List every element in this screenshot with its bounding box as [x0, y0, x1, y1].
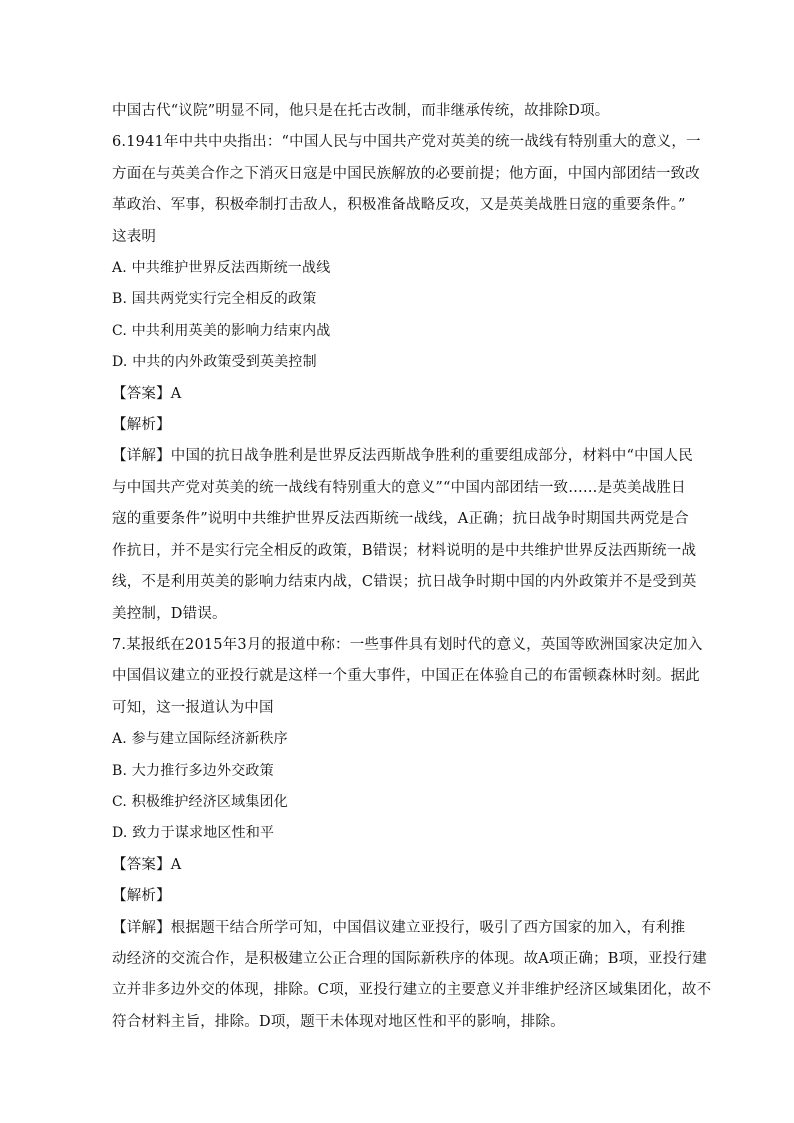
analysis-label: 【解析】	[112, 888, 171, 905]
option-c: C. 积极维护经济区域集团化	[112, 793, 288, 810]
explanation-line: 【详解】根据题干结合所学可知，中国倡议建立亚投行，吸引了西方国家的加入，有利推	[112, 919, 686, 936]
explanation-line: 与中国共产党对英美的统一战线有特别重大的意义”“中国内部团结一致……是英美战胜日	[112, 479, 686, 496]
explanation-line: 立并非多边外交的体现，排除。C项，亚投行建立的主要意义并非维护经济区域集团化，故不	[112, 982, 712, 999]
text-line: 方面在与英美合作之下消灭日寇是中国民族解放的必要前提；他方面，中国内部团结一致改	[112, 165, 700, 182]
question-7-stem: 7.某报纸在2015年3月的报道中称：一些事件具有划时代的意义，英国等欧洲国家决定加入	[112, 636, 703, 653]
answer-label: 【答案】A	[112, 385, 182, 402]
option-b: B. 国共两党实行完全相反的政策	[112, 291, 317, 308]
explanation-line: 寇的重要条件”说明中共维护世界反法西斯统一战线，A正确；抗日战争时期国共两党是合	[112, 511, 689, 528]
text-line: 革政治、军事，积极牵制打击敌人，积极准备战略反攻，又是英美战胜日寇的重要条件。”	[112, 197, 686, 214]
option-d: D. 致力于谋求地区性和平	[112, 825, 275, 842]
explanation-line: 【详解】中国的抗日战争胜利是世界反法西斯战争胜利的重要组成部分，材料中“中国人民	[112, 448, 693, 465]
explanation-line: 线，不是利用英美的影响力结束内战，C错误；抗日战争时期中国的内外政策并不是受到英	[112, 574, 697, 591]
option-b: B. 大力推行多边外交政策	[112, 762, 274, 779]
option-d: D. 中共的内外政策受到英美控制	[112, 354, 317, 371]
option-a: A. 中共维护世界反法西斯统一战线	[112, 260, 331, 277]
answer-label: 【答案】A	[112, 856, 182, 873]
text-line: 可知，这一报道认为中国	[112, 699, 274, 716]
text-line: 中国倡议建立的亚投行就是这样一个重大事件，中国正在体验自己的布雷顿森林时刻。据此	[112, 668, 700, 685]
explanation-line: 美控制，D错误。	[112, 605, 227, 622]
text-line: 这表明	[112, 228, 157, 245]
option-c: C. 中共利用英美的影响力结束内战	[112, 322, 331, 339]
document-page	[112, 96, 712, 1038]
explanation-line: 动经济的交流合作，是积极建立公正合理的国际新秩序的体现。故A项正确；B项，亚投行建	[112, 950, 707, 967]
analysis-label: 【解析】	[112, 417, 171, 434]
option-a: A. 参与建立国际经济新秩序	[112, 731, 288, 748]
explanation-line: 符合材料主旨，排除。D项，题干未体现对地区性和平的影响，排除。	[112, 1013, 565, 1030]
explanation-line: 作抗日，并不是实行完全相反的政策，B错误；材料说明的是中共维护世界反法西斯统一战	[112, 542, 697, 559]
question-6-stem: 6.1941年中共中央指出：“中国人民与中国共产党对英美的统一战线有特别重大的意义，一	[112, 134, 701, 151]
text-line: 中国古代“议院”明显不同，他只是在托古改制，而非继承传统，故排除D项。	[112, 103, 610, 119]
